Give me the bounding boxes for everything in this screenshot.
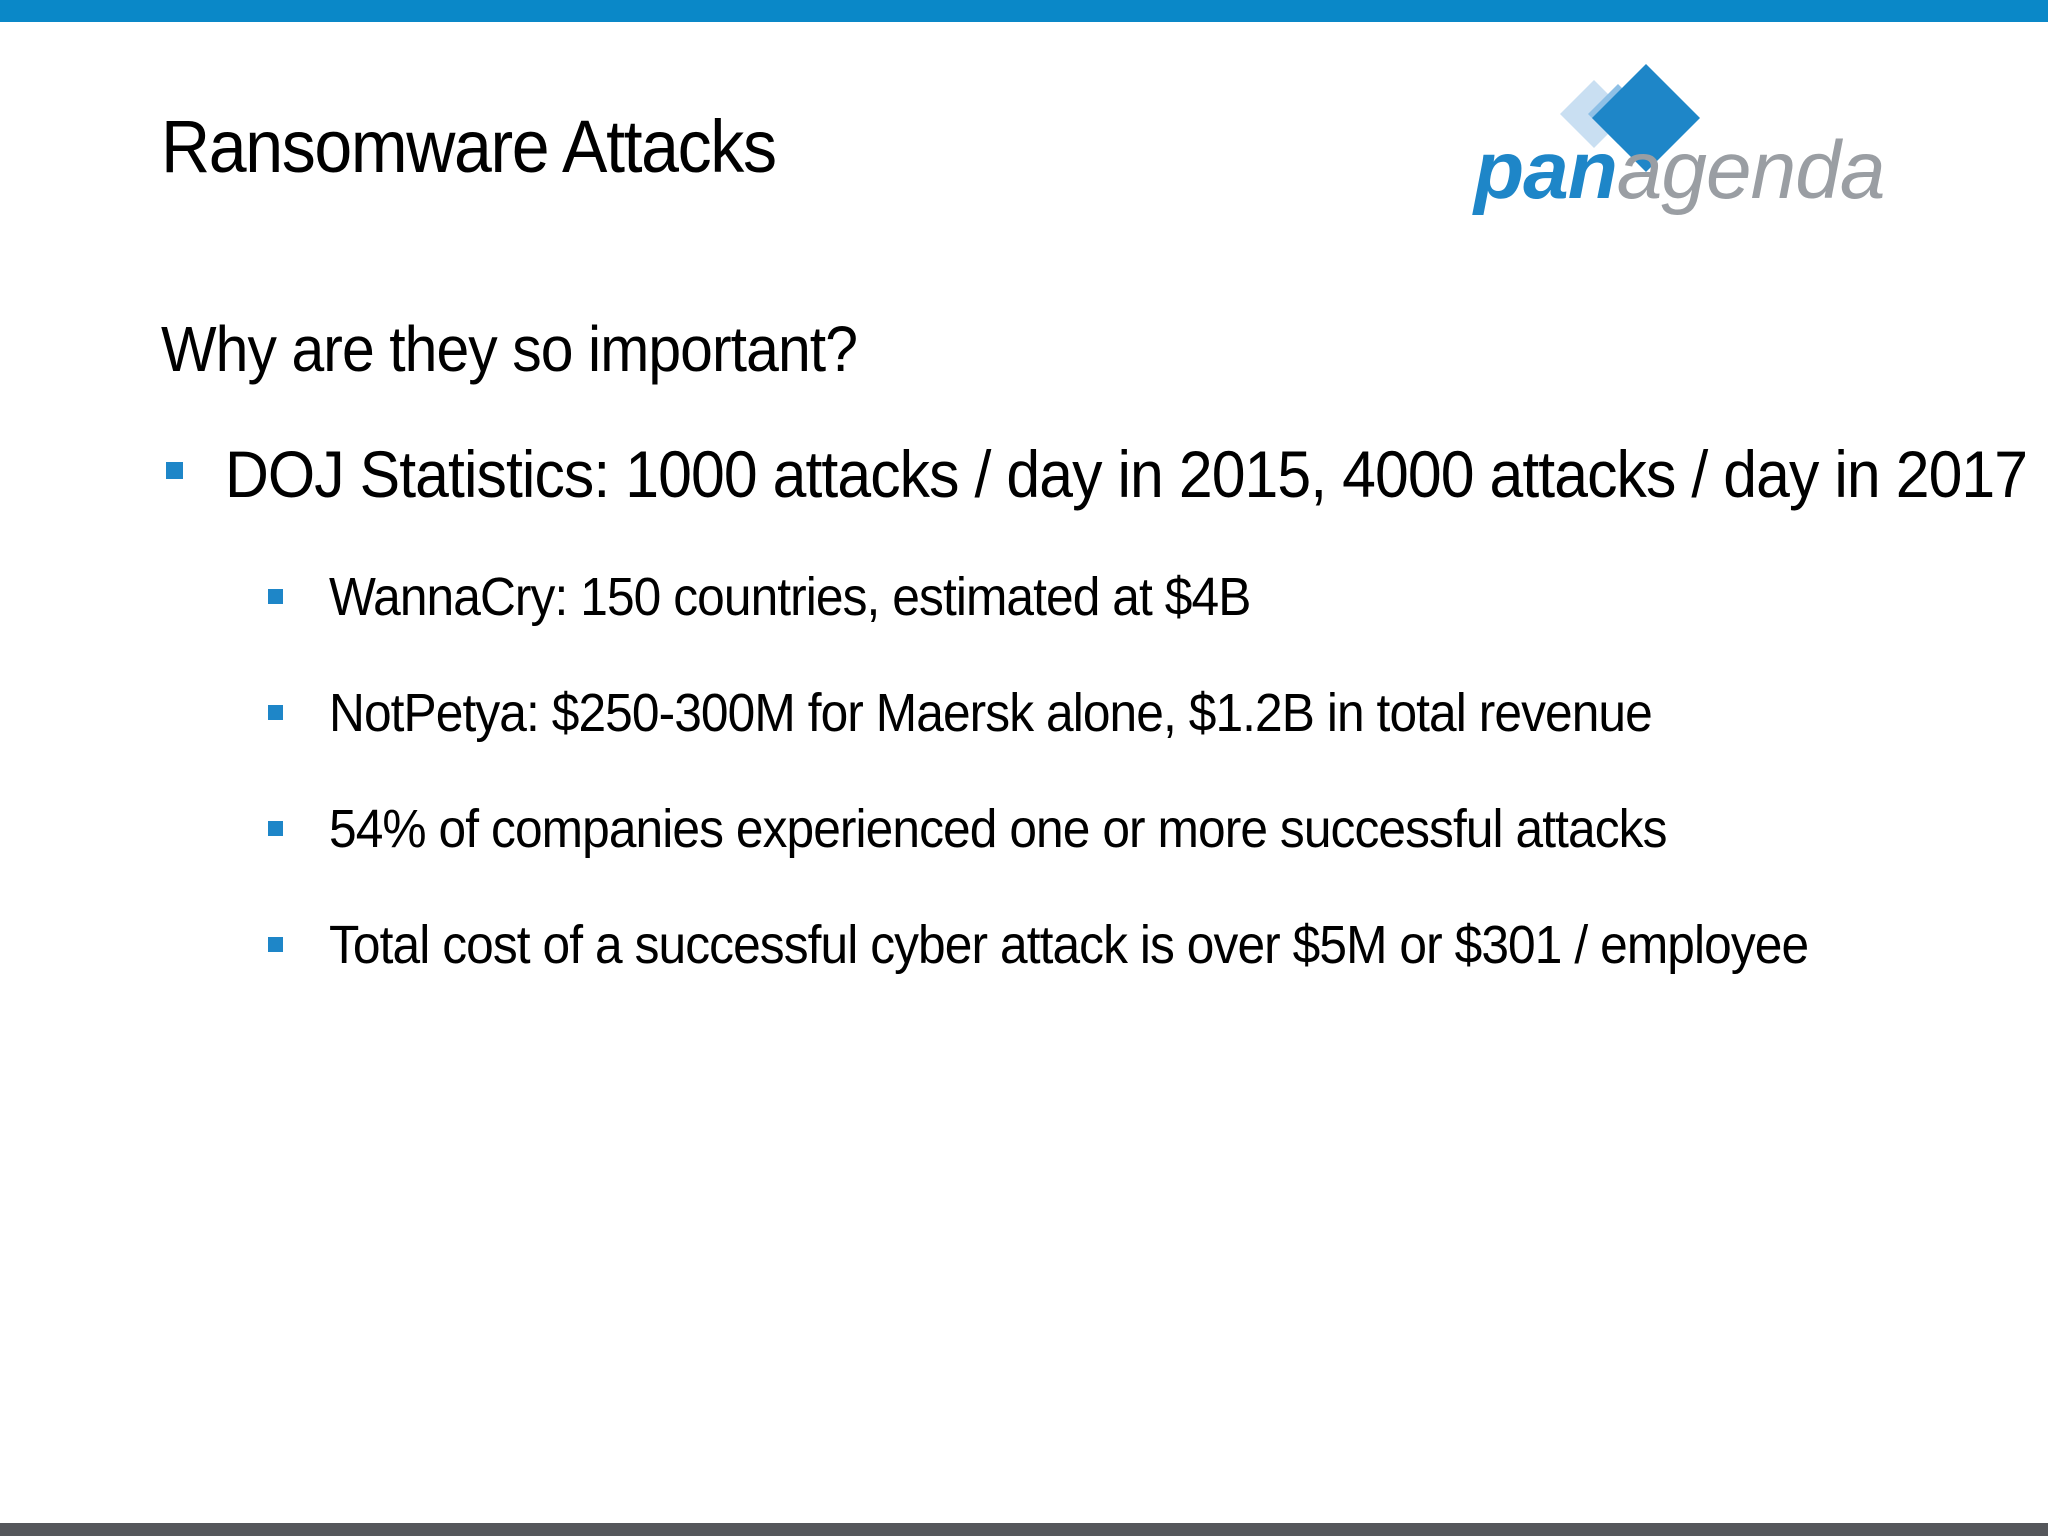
bullet-square-icon [268,705,283,720]
panagenda-logo [1470,60,1910,220]
slide-subtitle: Why are they so important? [161,313,858,385]
slide-title: Ransomware Attacks [161,105,776,188]
sub-bullet-text: NotPetya: $250-300M for Maersk alone, $1.2B in total revenue [329,683,1652,743]
logo-wordmark [1474,125,1885,216]
bullet-square-icon [268,937,283,952]
logo-text-pan: pan [1474,125,1617,216]
sub-bullet-text: 54% of companies experienced one or more successful attacks [329,799,1667,859]
main-bullet-text: DOJ Statistics: 1000 attacks / day in 2015, 4000 attacks / day in 2017 [225,437,2028,511]
bottom-footer-bar [0,1523,2048,1536]
logo-text-agenda: agenda [1616,125,1885,216]
bullet-square-icon [268,589,283,604]
bullet-square-icon [166,462,183,479]
sub-bullet-text: WannaCry: 150 countries, estimated at $4B [329,567,1251,627]
sub-bullet-text: Total cost of a successful cyber attack is over $5M or $301 / employee [329,915,1809,975]
bullet-square-icon [268,821,283,836]
top-accent-bar [0,0,2048,22]
